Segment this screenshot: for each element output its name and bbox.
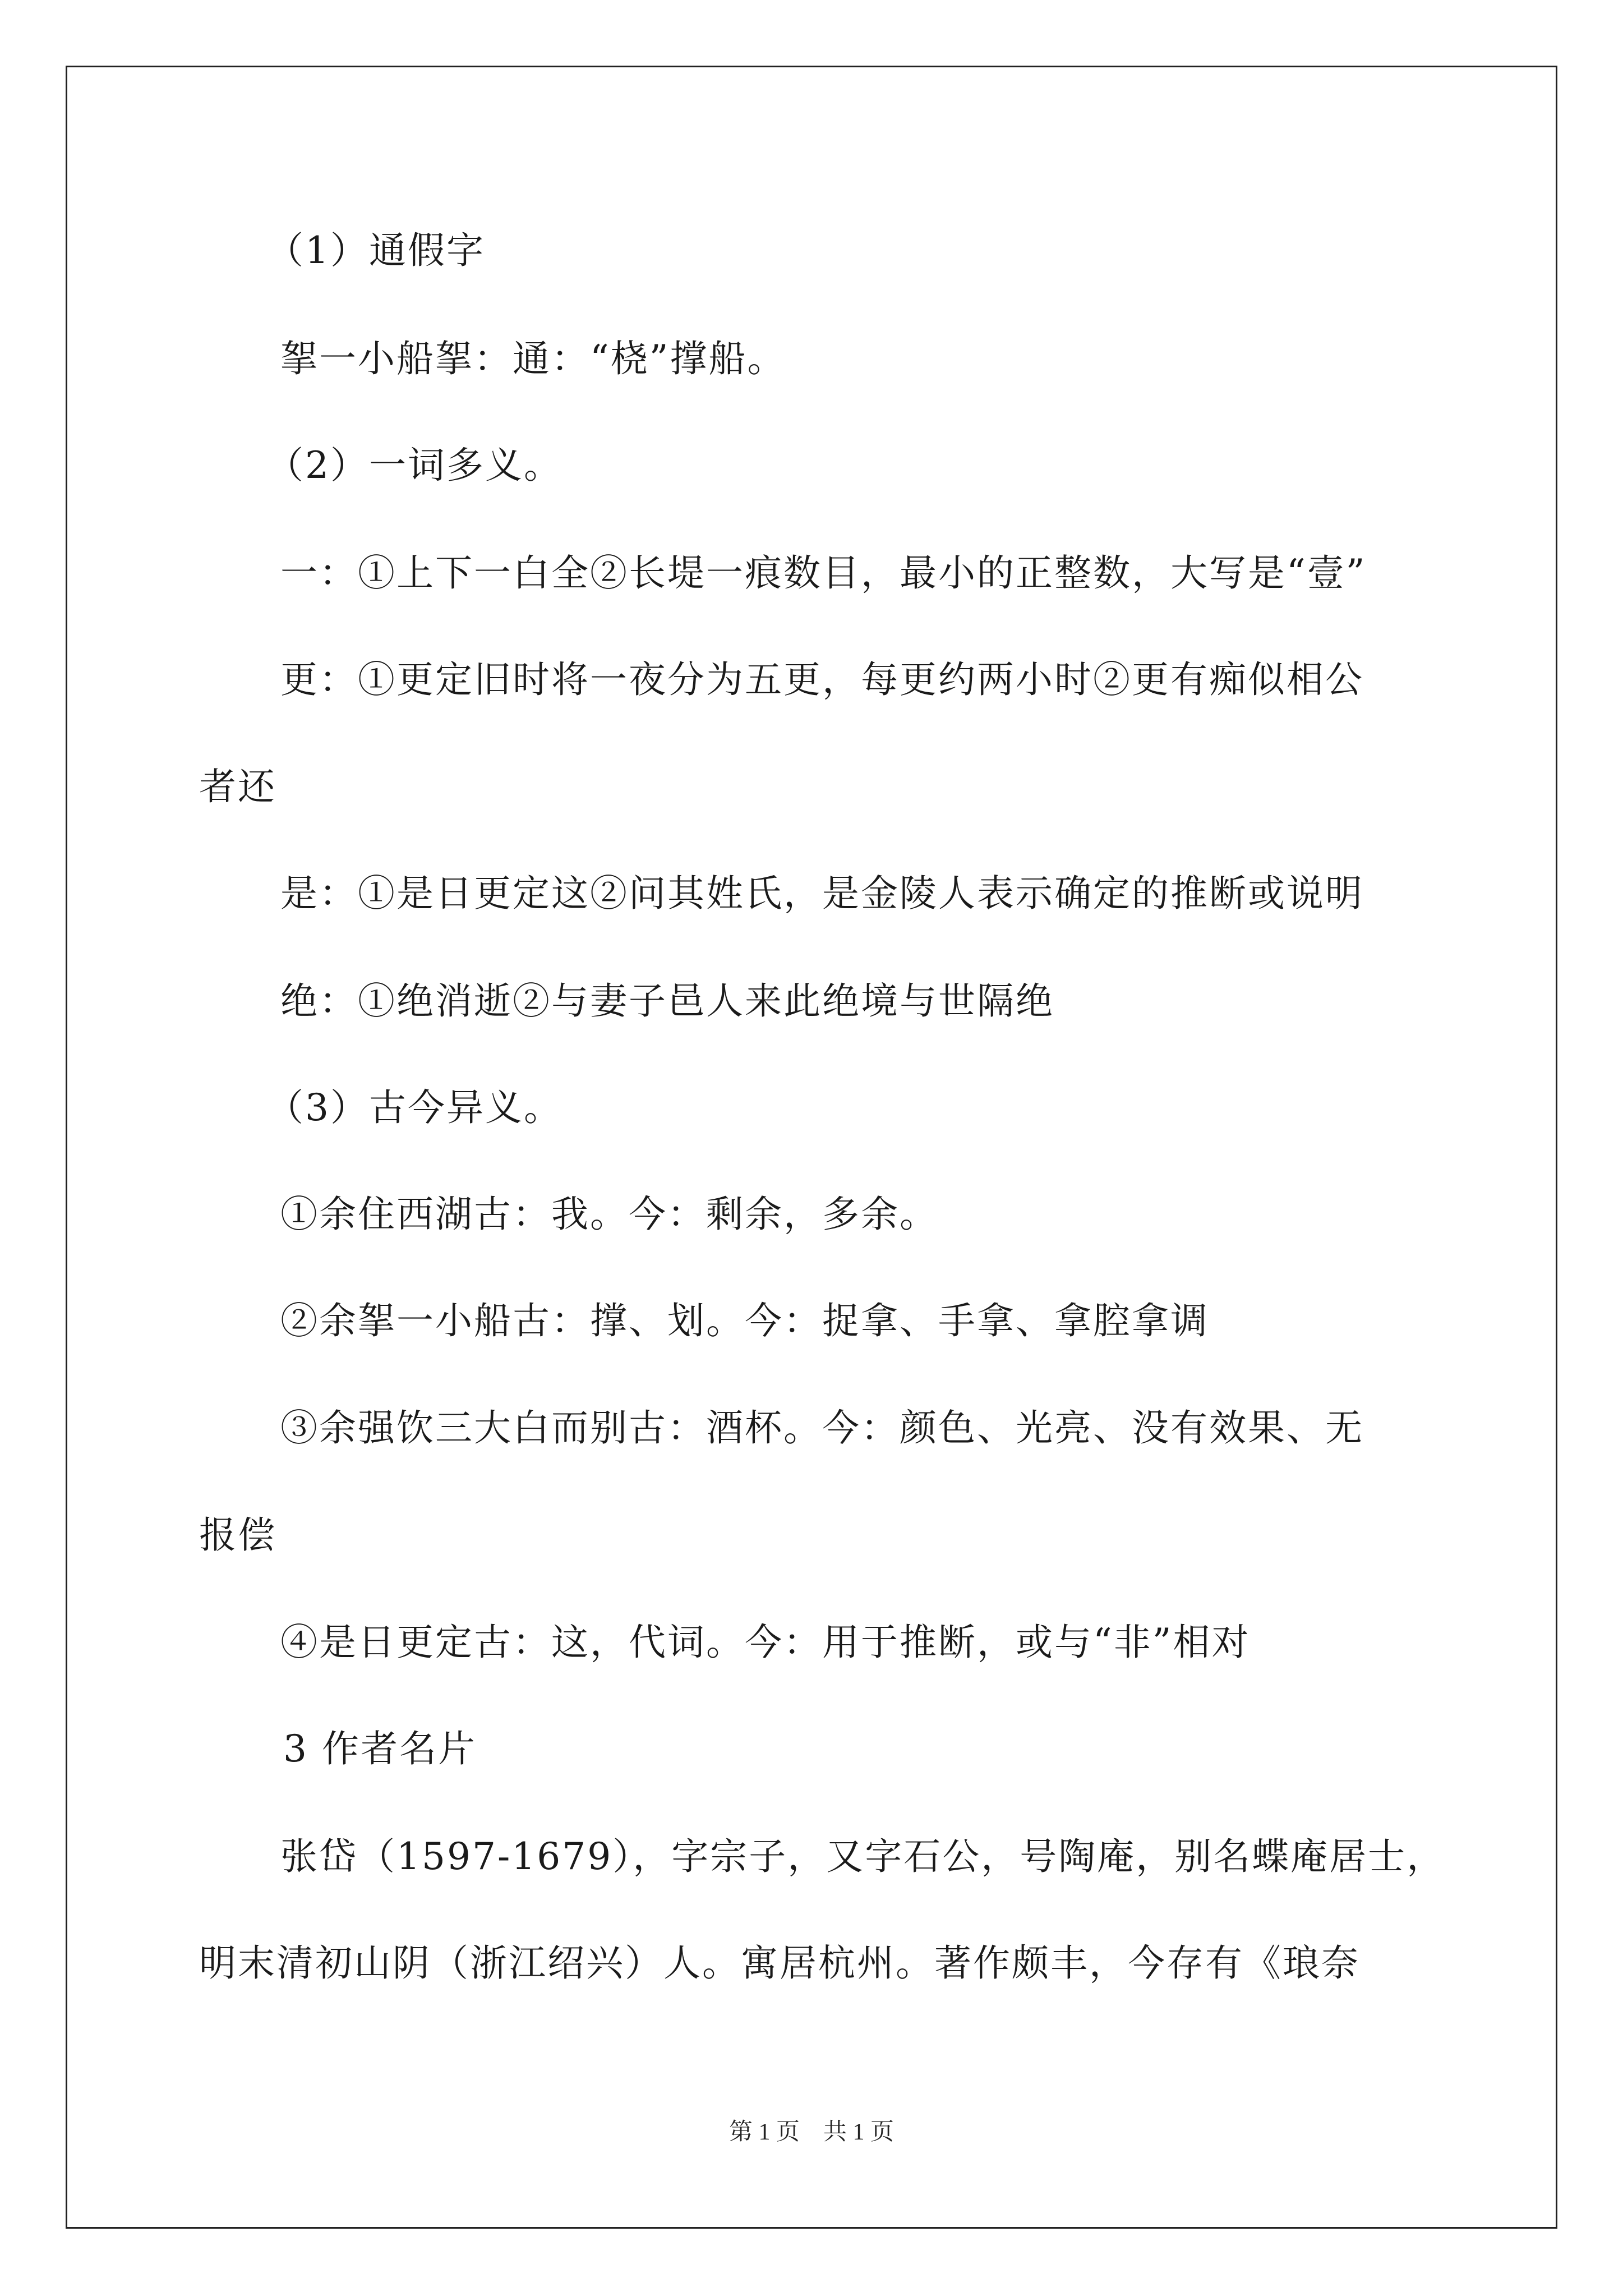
- body-line: 一：①上下一白全②长堤一痕数目，最小的正整数，大写是“壹”: [280, 551, 1367, 595]
- body-line: 绝：①绝消逝②与妻子邑人来此绝境与世隔绝: [280, 979, 1054, 1023]
- body-line: ④是日更定古：这，代词。今：用于推断，或与“非”相对: [280, 1621, 1251, 1664]
- body-line: 更：①更定旧时将一夜分为五更，每更约两小时②更有痴似相公: [280, 658, 1364, 701]
- body-line: ②余挐一小船古：撑、划。今：捉拿、手拿、拿腔拿调: [280, 1299, 1209, 1342]
- body-line: 是：①是日更定这②问其姓氏，是金陵人表示确定的推断或说明: [280, 872, 1364, 915]
- section-heading-gujinyiyi: （3）古今异义。: [266, 1086, 562, 1129]
- section-heading-tongjiazi: （1）通假字: [266, 229, 485, 272]
- page-border: [66, 66, 1557, 2229]
- page-number-footer: 第 1 页 共 1 页: [728, 2119, 894, 2145]
- body-line-continuation: 报偿: [199, 1513, 276, 1557]
- body-line: ③余强饮三大白而别古：酒杯。今：颜色、光亮、没有效果、无: [280, 1406, 1364, 1450]
- body-line: 张岱（1597-1679），字宗子，又字石公，号陶庵，别名蝶庵居士，: [280, 1835, 1446, 1878]
- body-line: ①余住西湖古：我。今：剩余，多余。: [280, 1193, 938, 1236]
- body-line-continuation: 者还: [199, 765, 276, 808]
- section-heading-author: 3 作者名片: [283, 1727, 477, 1770]
- body-line: 挐一小船挐：通：“桡”撑船。: [280, 337, 786, 380]
- body-line: 明末清初山阴（浙江绍兴）人。寓居杭州。著作颇丰，今存有《琅奈: [199, 1941, 1360, 1985]
- section-heading-yiciduoyi: （2）一词多义。: [266, 444, 562, 487]
